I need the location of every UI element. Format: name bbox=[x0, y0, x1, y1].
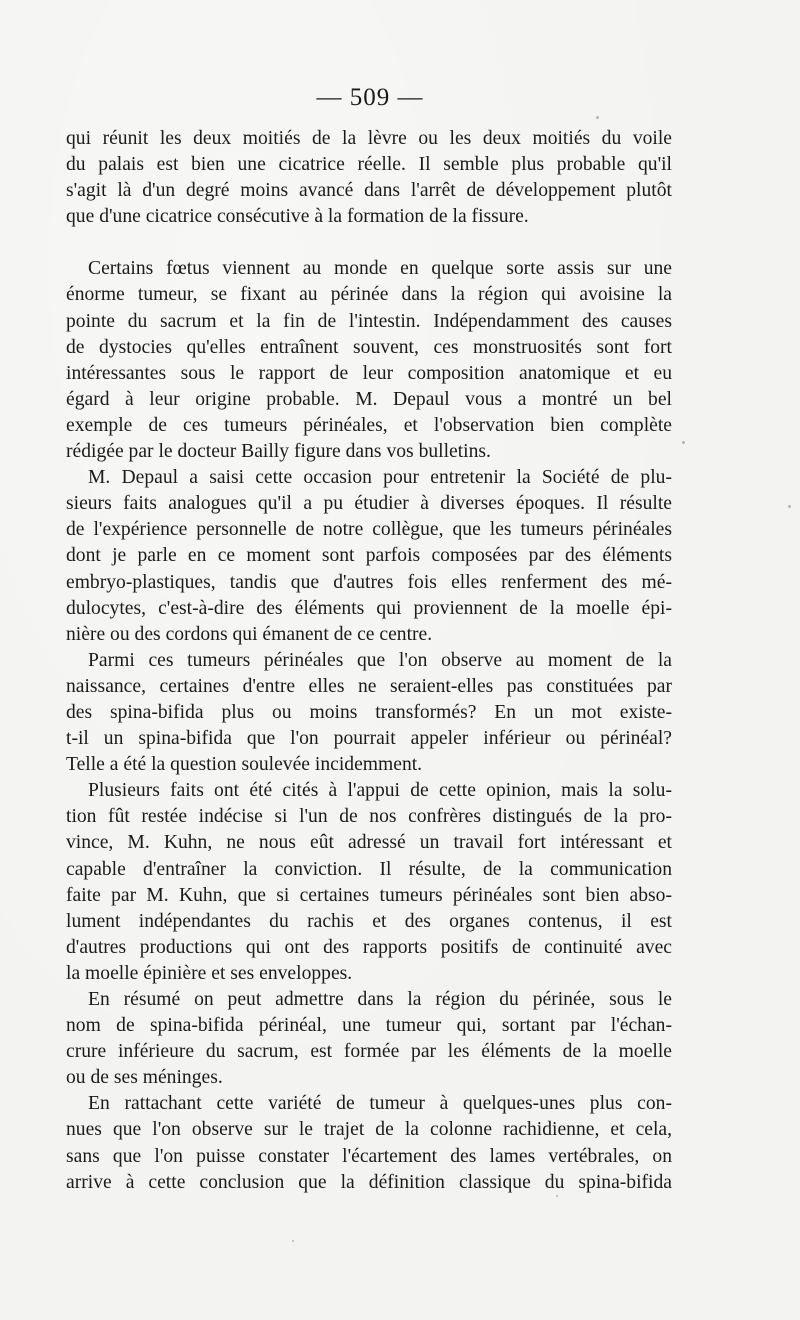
text-line: nière ou des cordons qui émanent de ce centre. bbox=[66, 623, 433, 645]
text-line: En rattachant cette variété de tumeur à quelques-unes plus con- bbox=[88, 1093, 672, 1115]
paragraph-3 bbox=[66, 465, 672, 648]
text-line: sieurs faits analogues qu'il a pu étudier à diverses époques. Il résulte bbox=[66, 493, 672, 515]
paragraph-7 bbox=[66, 1091, 672, 1195]
text-line: égard à leur origine probable. M. Depaul vous a montré un bel bbox=[66, 388, 672, 410]
text-line: dulocytes, c'est-à-dire des éléments qui proviennent de la moelle épi- bbox=[66, 597, 672, 619]
paragraph-6 bbox=[66, 987, 672, 1091]
text-line: lument indépendantes du rachis et des organes contenus, il est bbox=[66, 910, 672, 932]
text-line: ou de ses méninges. bbox=[66, 1067, 223, 1089]
text-line: qui réunit les deux moitiés de la lèvre ou les deux moitiés du voile bbox=[66, 128, 672, 149]
text-line: nues que l'on observe sur le trajet de la colonne rachidienne, et cela, bbox=[66, 1119, 672, 1141]
text-line: la moelle épinière et ses enveloppes. bbox=[66, 962, 353, 984]
text-line: capable d'entraîner la conviction. Il résulte, de la communication bbox=[66, 858, 672, 880]
text-line: que d'une cicatrice consécutive à la formation de la fissure. bbox=[66, 206, 529, 228]
text-line: rédigée par le docteur Bailly figure dans vos bulletins. bbox=[66, 441, 491, 463]
text-line: sans que l'on puisse constater l'écartement des lames vertébrales, on bbox=[66, 1145, 672, 1167]
paragraph-5 bbox=[66, 778, 672, 987]
text-line: naissance, certaines d'entre elles ne seraient-elles pas constituées par bbox=[66, 675, 672, 697]
body-text bbox=[66, 126, 672, 1196]
text-line: M. Depaul a saisi cette occasion pour entretenir la Société de plu- bbox=[88, 467, 672, 489]
page-number: — 509 — bbox=[316, 84, 424, 111]
text-line: nom de spina-bifida périnéal, une tumeur qui, sortant par l'échan- bbox=[66, 1015, 672, 1037]
text-line: Certains fœtus viennent au monde en quelque sorte assis sur une bbox=[88, 258, 672, 280]
text-line: arrive à cette conclusion que la définition classique du spina-bifida bbox=[66, 1171, 672, 1193]
text-line: pointe du sacrum et la fin de l'intestin. Indépendamment des causes bbox=[66, 310, 672, 332]
text-line: du palais est bien une cicatrice réelle. Il semble plus probable qu'il bbox=[66, 154, 672, 176]
text-line: crure inférieure du sacrum, est formée par les éléments de la moelle bbox=[66, 1041, 672, 1063]
text-line: intéressantes sous le rapport de leur composition anatomique et eu bbox=[66, 362, 672, 384]
text-line: En résumé on peut admettre dans la région du périnée, sous le bbox=[88, 989, 672, 1010]
text-line: t-il un spina-bifida que l'on pourrait appeler inférieur ou périnéal? bbox=[66, 728, 672, 750]
text-line: d'autres productions qui ont des rapports positifs de continuité avec bbox=[66, 936, 672, 958]
text-line: énorme tumeur, se fixant au périnée dans la région qui avoisine la bbox=[66, 284, 672, 306]
text-line: Telle a été la question soulevée incidemment. bbox=[66, 754, 423, 776]
text-line: s'agit là d'un degré moins avancé dans l'arrêt de développement plutôt bbox=[66, 180, 672, 202]
text-line: de dystocies qu'elles entraînent souvent, ces monstruosités sont fort bbox=[66, 336, 672, 358]
text-line: de l'expérience personnelle de notre collègue, que les tumeurs périnéales bbox=[66, 519, 672, 541]
paragraph-4 bbox=[66, 648, 672, 778]
text-line: Plusieurs faits ont été cités à l'appui de cette opinion, mais la solu- bbox=[88, 780, 672, 802]
paragraph-1 bbox=[66, 126, 672, 230]
text-line: dont je parle en ce moment sont parfois composées par des éléments bbox=[66, 545, 672, 567]
paragraph-2 bbox=[66, 256, 672, 465]
text-line: embryo-plastiques, tandis que d'autres fois elles renferment des mé- bbox=[66, 571, 672, 593]
text-line: vince, M. Kuhn, ne nous eût adressé un travail fort intéressant et bbox=[66, 832, 672, 854]
text-line: faite par M. Kuhn, que si certaines tumeurs périnéales sont bien abso- bbox=[66, 884, 672, 906]
text-line: des spina-bifida plus ou moins transformés? En un mot existe- bbox=[66, 701, 672, 723]
text-line: tion fût restée indécise si l'un de nos confrères distingués de la pro- bbox=[66, 806, 672, 828]
text-line: exemple de ces tumeurs périnéales, et l'observation bien complète bbox=[66, 414, 672, 436]
text-line: Parmi ces tumeurs périnéales que l'on observe au moment de la bbox=[88, 649, 672, 671]
